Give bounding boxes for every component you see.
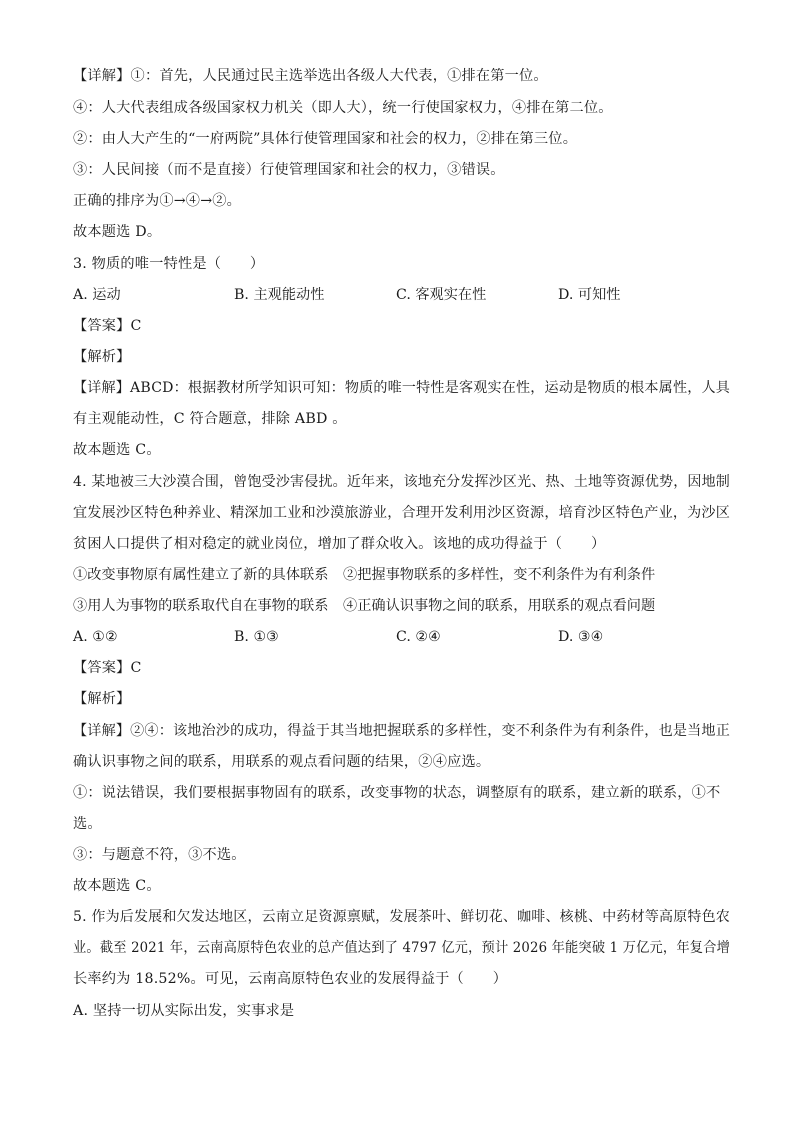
q3-option-a: A. 运动	[73, 287, 121, 303]
q2-explain-line-4: ③：人民间接（而不是直接）行使管理国家和社会的权力，③错误。	[73, 162, 505, 178]
q2-explain-line-1: 【详解】①：首先，人民通过民主选举选出各级人大代表，①排在第一位。	[73, 68, 548, 84]
q4-stem-line-2: 宜发展沙区特色种养业、精深加工业和沙漠旅游业，合理开发利用沙区资源，培育沙区特色产业，为沙区	[73, 505, 731, 521]
q4-explain-line-3: ①：说法错误，我们要根据事物固有的联系，改变事物的状态，调整原有的联系，建立新的联系，①不	[73, 785, 721, 801]
q5-option-a: A. 坚持一切从实际出发，实事求是	[73, 1003, 295, 1019]
q4-option-a: A. ①②	[73, 629, 118, 645]
q3-conclusion: 故本题选 C。	[73, 442, 161, 458]
q4-option-b: B. ①③	[234, 629, 279, 645]
q4-explain-line-2: 确认识事物之间的联系，用联系的观点看问题的结果，②④应选。	[73, 754, 491, 770]
q4-stem-line-1: 4. 某地被三大沙漠合围，曾饱受沙害侵扰。近年来，该地充分发挥沙区光、热、土地等资源优势，因地制	[73, 474, 730, 490]
q4-item-4: ④正确认识事物之间的联系，用联系的观点看问题	[343, 598, 656, 614]
q4-explain-line-4: 选。	[73, 816, 102, 832]
q4-explain-line-5: ③：与题意不符，③不选。	[73, 847, 246, 863]
q4-answer: 【答案】C	[73, 660, 142, 676]
q4-stem-line-3: 贫困人口提供了相对稳定的就业岗位，增加了群众收入。该地的成功得益于（ ）	[73, 536, 606, 552]
q2-explain-line-3: ②：由人大产生的“一府两院”具体行使管理国家和社会的权力，②排在第三位。	[73, 131, 578, 147]
q4-item-1: ①改变事物原有属性建立了新的具体联系	[73, 567, 329, 583]
q4-option-c: C. ②④	[396, 629, 441, 645]
q3-analysis-label: 【解析】	[73, 349, 131, 365]
q3-explain-line-2: 有主观能动性，C 符合题意，排除 ABD 。	[73, 411, 347, 427]
q4-analysis-label: 【解析】	[73, 691, 131, 707]
q5-stem-line-2: 业。截至 2021 年，云南高原特色农业的总产值达到了 4797 亿元，预计 2026 年能突破 1 万亿元，年复合增	[73, 940, 731, 956]
q2-conclusion: 故本题选 D。	[73, 224, 162, 240]
q3-stem: 3. 物质的唯一特性是（ ）	[73, 256, 265, 272]
q3-option-b: B. 主观能动性	[234, 287, 325, 303]
q5-stem-line-1: 5. 作为后发展和欠发达地区，云南立足资源禀赋，发展茶叶、鲜切花、咖啡、核桃、中药材等高原特色农	[73, 909, 730, 925]
q5-stem-line-3: 长率约为 18.52%。可见，云南高原特色农业的发展得益于（ ）	[73, 971, 508, 987]
q2-explain-line-5: 正确的排序为①→④→②。	[73, 193, 242, 209]
q4-item-3: ③用人为事物的联系取代自在事物的联系	[73, 598, 329, 614]
q3-answer: 【答案】C	[73, 318, 142, 334]
q3-explain-line-1: 【详解】ABCD：根据教材所学知识可知：物质的唯一特性是客观实在性，运动是物质的根本属性，人具	[73, 380, 731, 396]
q4-option-d: D. ③④	[558, 629, 604, 645]
q4-explain-line-1: 【详解】②④：该地治沙的成功，得益于其当地把握联系的多样性，变不利条件为有利条件，也是当地正	[73, 723, 731, 739]
q3-option-c: C. 客观实在性	[396, 287, 487, 303]
q3-option-d: D. 可知性	[558, 287, 621, 303]
q2-explain-line-2: ④：人大代表组成各级国家权力机关（即人大），统一行使国家权力，④排在第二位。	[73, 100, 613, 116]
q4-item-2: ②把握事物联系的多样性，变不利条件为有利条件	[343, 567, 656, 583]
q4-conclusion: 故本题选 C。	[73, 878, 161, 894]
